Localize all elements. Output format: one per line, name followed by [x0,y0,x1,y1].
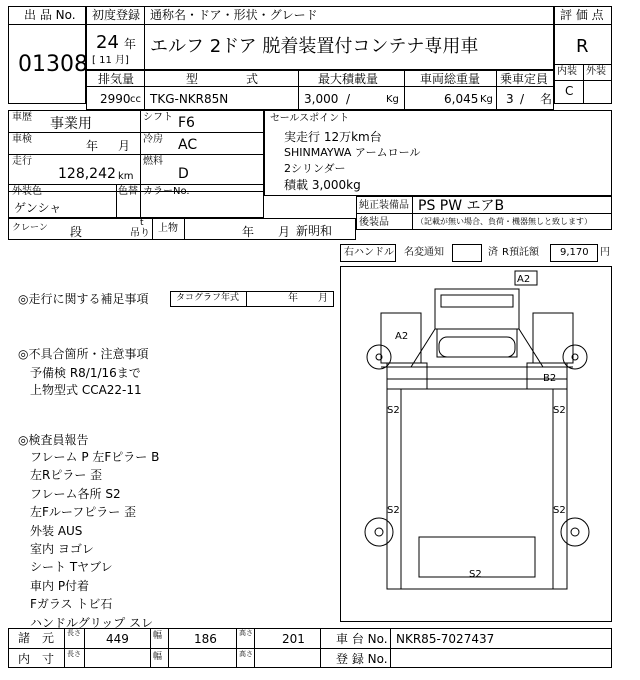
color-code-label: 色替 [118,186,138,197]
lot-no-label: 出 品 No. [24,8,76,22]
type-label: 型 式 [186,72,259,86]
sales-point: SHINMAYWA アームロール [284,146,421,159]
eval-label: 評 価 点 [560,8,604,22]
damage-mark: S2 [553,505,566,516]
gross-weight-value: 6,045 [444,92,479,106]
crane-label: クレーン [12,223,48,233]
r-cert-label: R預託額 [502,247,539,258]
model-code: TKG-NKR85N [150,92,229,106]
defects-label: ◎不具合箇所・注意事項 [18,347,149,361]
color-value: ゲンシャ [14,201,62,215]
inspector-item: フレーム P 左Fピラー B [30,450,160,464]
tachograph-month: 月 [318,293,328,304]
body-label: 上物 [158,223,178,234]
year-unit: 年 [124,37,137,51]
history-value: 事業用 [50,116,92,132]
crane-ton-top: t [140,218,144,228]
inspector-item: ハンドルグリップ スレ [30,615,154,630]
sales-points [284,128,604,192]
truck-outline-svg [341,267,611,621]
max-load-sep: / [346,92,351,106]
first-reg-year: 24 [96,32,119,53]
capacity-label: 乗車定員 [500,72,549,86]
interior-dims-label: 内 寸 [18,652,55,666]
capacity-sep: / [520,92,525,106]
displacement-value: 2990 [100,92,131,106]
damage-mark: S2 [469,569,482,580]
dims-label: 諸 元 [18,631,55,645]
equipment-label: 純正装備品 [359,200,409,211]
ac-value: AC [178,137,198,153]
crane-stage: 段 [70,225,83,239]
damage-mark: B2 [543,373,557,384]
mileage-value: 128,242 [58,166,116,182]
vehicle-diagram [340,266,612,622]
aftermarket-label: 後装品 [359,217,389,228]
r-cert-amount: 9,170 [560,247,589,258]
width-label: 幅 [153,631,163,641]
defect-item: 予備検 R8/1/16まで [30,366,141,380]
max-load-unit: Kg [386,94,399,105]
displacement-unit: cc [130,94,141,105]
fuel-value: D [178,166,189,182]
height-label: 高さ [239,629,253,637]
sales-point: 積載 3,000kg [284,178,361,192]
crane-ton: 吊り [130,228,150,239]
color-no-label: カラーNo. [143,186,190,197]
inspector-item: 左Rピラー 歪 [30,468,103,483]
inspector-item: シート Tヤブレ [30,560,113,575]
inspector-item: 室内 ヨゴレ [30,541,94,556]
damage-mark: S2 [553,405,566,416]
steering-value: 右ハンドル [344,247,394,258]
ownership-change-label: 名変通知 [404,247,444,258]
model-name: エルフ 2ドア 脱着装置付コンテナ専用車 [150,36,479,57]
defect-item: 上物型式 CCA22-11 [30,383,142,397]
inspector-label: ◎検査員報告 [18,433,89,447]
height-label-2: 高さ [239,650,253,658]
sales-point: 2シリンダー [284,162,346,175]
length-value: 449 [106,632,129,646]
inspection-year-unit: 年 [86,139,99,153]
shift-value: F6 [178,115,195,131]
max-load-label: 最大積載量 [318,72,379,86]
damage-mark: S2 [387,505,400,516]
sales-point: 実走行 12万km台 [284,130,382,144]
max-load-value: 3,000 [304,92,339,106]
ac-label: 冷房 [143,134,163,145]
defects-list [30,364,142,398]
interior-score: C [565,84,574,98]
damage-mark: A2 [395,331,409,342]
mileage-unit: km [118,171,134,182]
equipment-value: PS PW エアB [418,198,505,214]
r-cert-unit: 円 [600,247,610,258]
gross-weight-label: 車両総重量 [420,72,481,86]
height-value: 201 [282,632,305,646]
color-label: 外装色 [12,186,42,197]
details-left [8,110,264,192]
body-month: 月 [278,225,291,239]
mileage-label: 走行 [12,156,32,167]
exterior-label: 外装 [586,66,606,77]
inspection-month-unit: 月 [118,139,131,153]
damage-mark: A2 [517,274,531,285]
length-label-2: 長さ [67,650,81,658]
chassis-value: NKR85-7027437 [396,632,495,646]
running-label: ◎走行に関する補足事項 [18,292,149,306]
inspector-item: 外装 AUS [30,523,83,538]
history-label: 車歴 [12,112,32,123]
capacity-unit: 名 [540,92,553,106]
ownership-change-box [452,244,482,262]
inspector-item: 車内 P付着 [30,578,90,593]
reg-label: 登 録 No. [336,652,388,666]
gross-weight-unit: Kg [480,94,493,105]
aftermarket-note: （記載が無い場合、負荷・機器無しと致します） [416,217,592,226]
chassis-label: 車 台 No. [336,632,388,646]
sales-label: セールスポイント [270,113,350,124]
interior-label: 内装 [557,66,577,77]
width-value: 186 [194,632,217,646]
lot-no-value: 01308 [18,52,88,77]
displacement-label: 排気量 [98,72,135,86]
length-label: 長さ [67,629,81,637]
shift-label: シフト [143,112,173,123]
capacity-value: 3 [506,92,514,106]
inspector-item: フレーム各所 S2 [30,486,121,501]
fuel-label: 燃料 [143,156,163,167]
inspector-item: 左Fルーフピラー 歪 [30,505,137,520]
first-reg-label: 初度登録 [92,8,141,22]
damage-mark: S2 [387,405,400,416]
inspector-list [30,448,159,632]
width-label-2: 幅 [153,652,163,662]
first-reg-month: [ 11 月] [92,55,129,66]
inspector-item: Fガラス トビ石 [30,597,113,612]
body-maker: 新明和 [296,224,333,238]
inspection-label: 車検 [12,134,32,145]
tachograph-year: 年 [288,293,298,304]
tachograph-label: タコグラフ年式 [176,293,240,303]
model-name-label: 通称名・ドア・形状・グレード [150,8,318,22]
eval-score: R [576,36,589,57]
dispatch-label: 済 [488,247,498,258]
body-year: 年 [242,225,255,239]
